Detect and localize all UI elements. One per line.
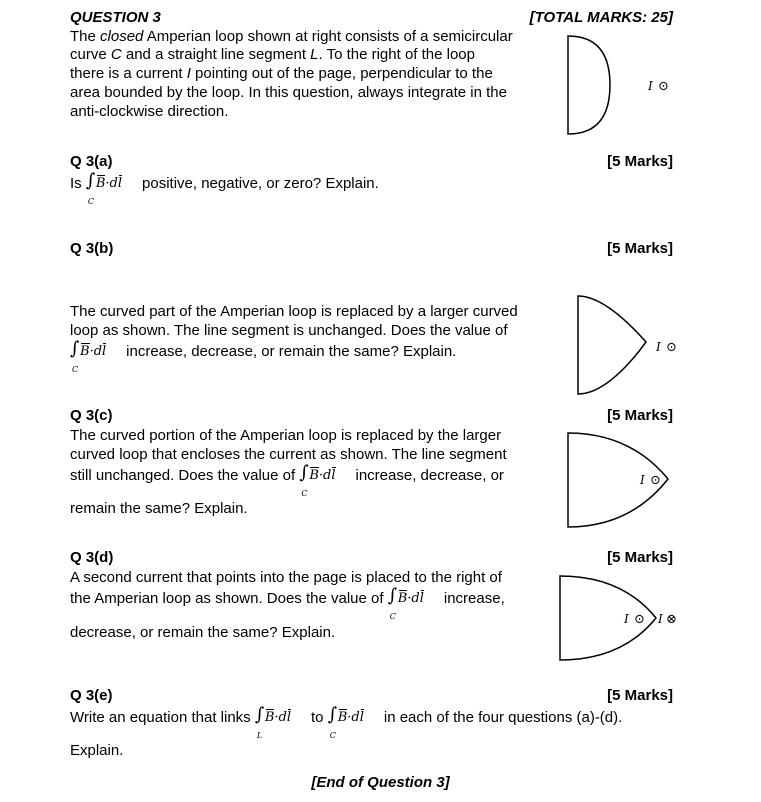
q3c-line-3: still unchanged. Does the value of ∫ B·dl C increase, decrease, or xyxy=(70,462,504,498)
figure-two-currents-loop xyxy=(552,570,682,665)
question-title: QUESTION 3 xyxy=(70,9,161,26)
figure-larger-loop xyxy=(570,290,690,400)
current-label: I xyxy=(648,79,653,93)
integral-C: ∫ B·dl C xyxy=(70,338,107,374)
q3d-marks: [5 Marks] xyxy=(607,549,673,566)
q3a-label: Q 3(a) xyxy=(70,153,113,170)
integral-L: ∫ B·dl L xyxy=(254,704,292,740)
current-in-label: I xyxy=(658,612,663,626)
q3c-line-4: remain the same? Explain. xyxy=(70,500,248,517)
integral-C: ∫ B·dl C xyxy=(327,704,364,740)
q3e-line-1: Write an equation that links ∫ B·dl L to ∫ B·dl C in each of the four questions (a)-(d). xyxy=(70,704,623,740)
q3b-label: Q 3(b) xyxy=(70,240,114,257)
intro-line-2: curve C and a straight line segment L. To the right of the loop xyxy=(70,46,475,63)
end-of-question: [End of Question 3] xyxy=(311,774,450,791)
q3e-line-2: Explain. xyxy=(70,742,124,759)
current-out-icon: ⊙ xyxy=(666,340,677,355)
integral-C: ∫ B·dl C xyxy=(85,170,123,206)
q3e-marks: [5 Marks] xyxy=(607,687,673,704)
total-marks: [TOTAL MARKS: 25] xyxy=(529,9,673,26)
q3d-line-2: the Amperian loop as shown. Does the value of ∫ B·dl C increase, xyxy=(70,585,505,621)
intro-line-5: anti-clockwise direction. xyxy=(70,103,229,120)
current-label: I xyxy=(640,473,645,487)
intro-line-1: The closed Amperian loop shown at right consists of a semicircular xyxy=(70,28,513,45)
q3d-line-1: A second current that points into the page is placed to the right of xyxy=(70,569,502,586)
q3d-label: Q 3(d) xyxy=(70,549,114,566)
q3d-line-3: decrease, or remain the same? Explain. xyxy=(70,624,336,641)
current-out-icon: ⊙ xyxy=(634,612,645,627)
figure-semicircle-loop xyxy=(560,30,680,140)
amperian-loop-shape xyxy=(578,296,646,394)
current-out-icon: ⊙ xyxy=(650,473,661,488)
current-out-label: I xyxy=(624,612,629,626)
q3c-line-1: The curved portion of the Amperian loop is replaced by the larger xyxy=(70,427,502,444)
figure-enclosing-loop xyxy=(560,427,680,532)
integral-C: ∫ B·dl C xyxy=(299,462,336,498)
current-in-icon: ⊗ xyxy=(666,612,677,627)
q3c-marks: [5 Marks] xyxy=(607,407,673,424)
q3c-line-2: curved loop that encloses the current as shown. The line segment xyxy=(70,446,507,463)
amperian-loop-shape xyxy=(568,36,610,134)
integral-C: ∫ B·dl C xyxy=(387,585,424,621)
intro-line-3: there is a current I pointing out of the page, perpendicular to the xyxy=(70,65,493,82)
current-label: I xyxy=(656,340,661,354)
q3a-text: Is ∫ B·dl C positive, negative, or zero? Explain. xyxy=(70,170,379,206)
intro-line-4: area bounded by the loop. In this question, always integrate in the xyxy=(70,84,507,101)
q3b-line-2: loop as shown. The line segment is unchanged. Does the value of xyxy=(70,322,508,339)
q3c-label: Q 3(c) xyxy=(70,407,113,424)
q3e-label: Q 3(e) xyxy=(70,687,113,704)
q3b-line-3: ∫ B·dl C increase, decrease, or remain the same? Explain. xyxy=(70,338,457,374)
current-out-icon: ⊙ xyxy=(658,79,669,94)
q3b-marks: [5 Marks] xyxy=(607,240,673,257)
q3b-line-1: The curved part of the Amperian loop is replaced by a larger curved xyxy=(70,303,518,320)
q3a-marks: [5 Marks] xyxy=(607,153,673,170)
